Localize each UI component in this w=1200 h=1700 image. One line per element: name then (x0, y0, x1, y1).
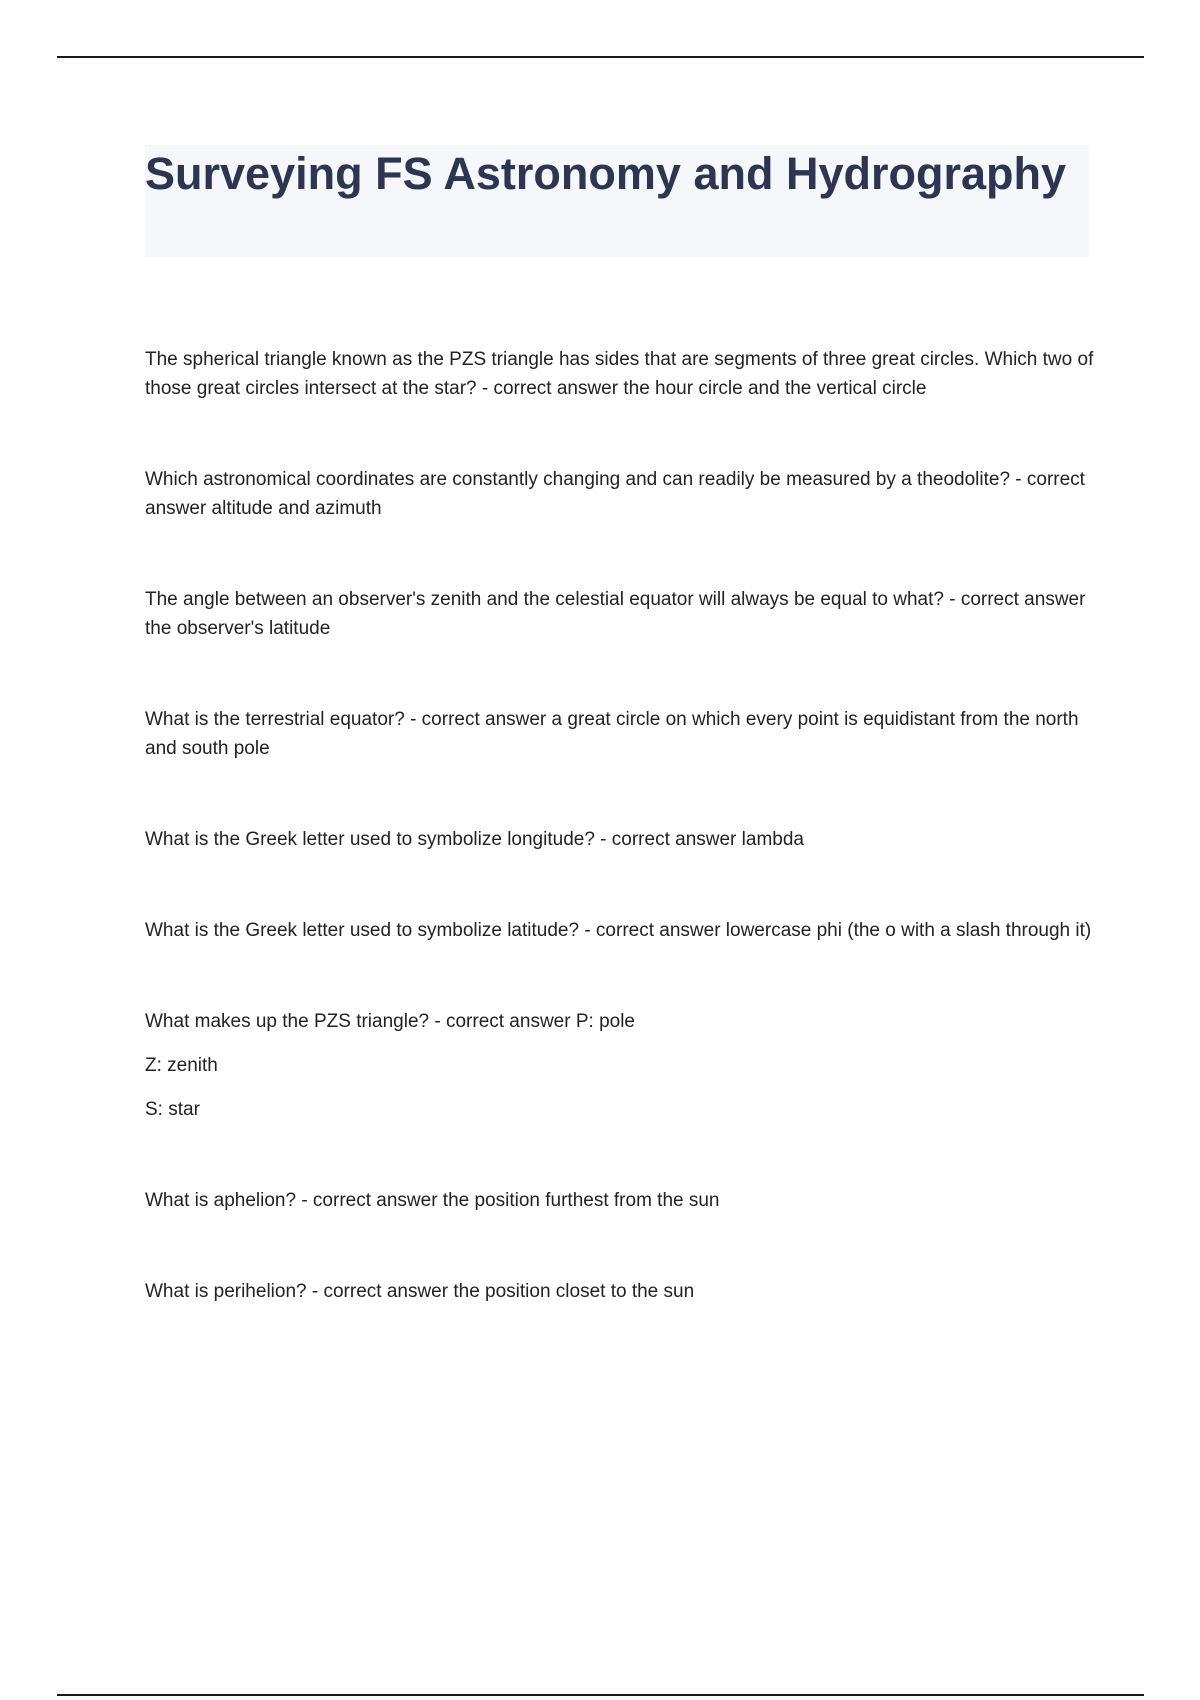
qa-entry-pzs-zenith: Z: zenith (145, 1055, 218, 1076)
qa-entry-longitude-symbol: What is the Greek letter used to symbolize longitude? - correct answer lambda (145, 829, 804, 850)
qa-list (145, 345, 1095, 1306)
qa-entry-terrestrial-equator: What is the terrestrial equator? - correct answer a great circle on which every point is equidistant from the north and south pole (145, 709, 1079, 759)
page-title: Surveying FS Astronomy and Hydrography (145, 148, 1066, 199)
qa-entry-latitude-symbol: What is the Greek letter used to symbolize latitude? - correct answer lowercase phi (the o with a slash through it) (145, 920, 1092, 941)
qa-entry-astronomical-coordinates: Which astronomical coordinates are constantly changing and can readily be measured by a theodolite? - correct answer altitude and azimuth (145, 469, 1085, 519)
bottom-rule (57, 1694, 1144, 1696)
title-banner (145, 145, 1089, 257)
qa-entry-pzs-components: What makes up the PZS triangle? - correct answer P: pole (145, 1011, 635, 1032)
qa-entry-aphelion: What is aphelion? - correct answer the position furthest from the sun (145, 1190, 720, 1211)
qa-entry-perihelion: What is perihelion? - correct answer the position closet to the sun (145, 1281, 695, 1302)
qa-entry-pzs-great-circles: The spherical triangle known as the PZS triangle has sides that are segments of three great circles. Which two of those great circles intersect at the star? - correct answer the hour circle and the vertical circle (145, 349, 1094, 399)
qa-entry-pzs-star: S: star (145, 1099, 200, 1120)
qa-entry-zenith-equator-angle: The angle between an observer's zenith and the celestial equator will always be equal to what? - correct answer the observer's latitude (145, 589, 1086, 639)
top-rule (57, 56, 1144, 58)
